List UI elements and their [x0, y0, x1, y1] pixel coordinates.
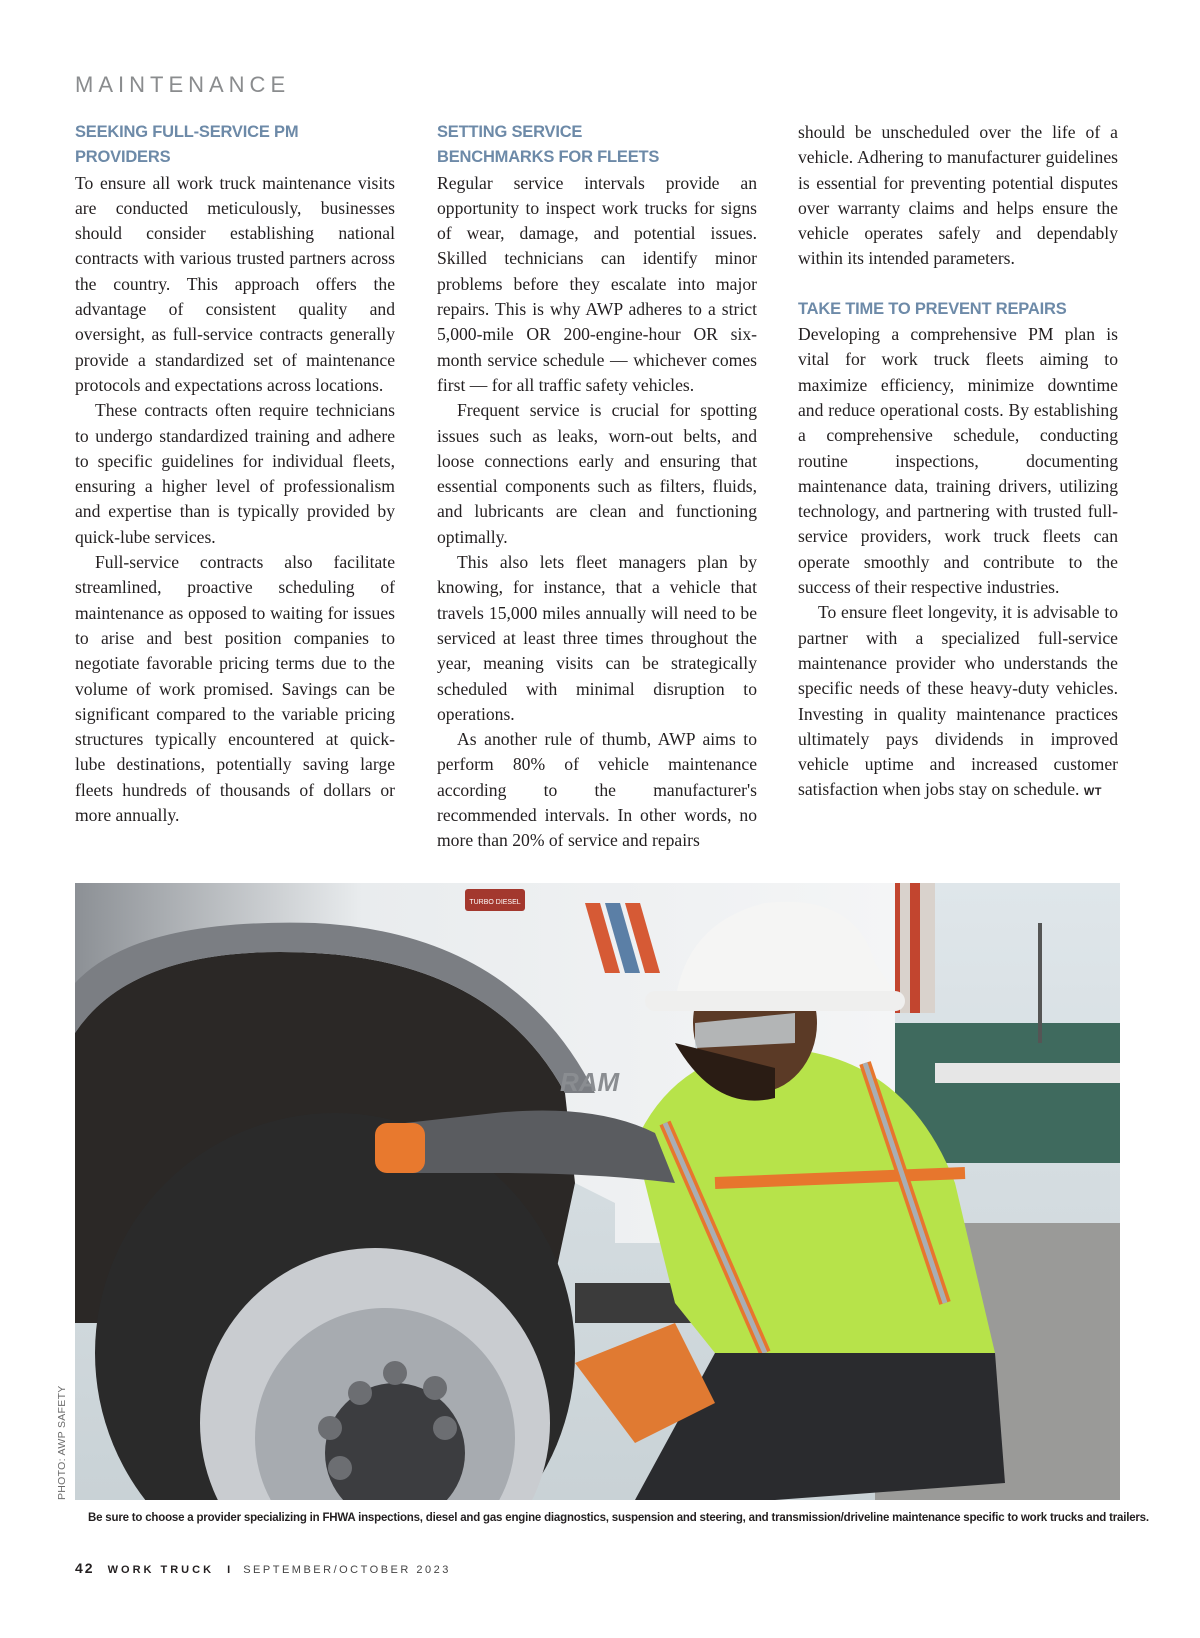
- paragraph: Full-service contracts also facilitate streamlined, proactive scheduling of maintenance as opposed to waiting for issues to arise and best position companies to negotiate favorable pricing terms due to the volume of work promised. Savings can be significant compared to the variable pricing structures typically encountered at quick-lube destinations, potentially saving large fleets hundreds of thousands of dollars or more annually.: [75, 552, 395, 826]
- subhead-prevent-repairs: TAKE TIME TO PREVENT REPAIRS: [798, 299, 1067, 318]
- photo-illustration: [75, 883, 1120, 1500]
- page-footer: [75, 1560, 451, 1576]
- paragraph: This also lets fleet managers plan by knowing, for instance, that a vehicle that travels 15,000 miles annually will need to be serviced at least three times throughout the year, meaning visits can be strategically scheduled with minimal disruption to operations.: [437, 552, 757, 724]
- paragraph: should be unscheduled over the life of a vehicle. Adhering to manufacturer guidelines is essential for preventing potential disputes over warranty claims and helps ensure the vehicle operates safely and dependably within its intended parameters.: [798, 122, 1118, 269]
- paragraph: Frequent service is crucial for spotting issues such as leaks, worn-out belts, and loose connections early and ensuring that essential components such as filters, fluids, and lubricants are clean and functioning optimally.: [437, 400, 757, 547]
- issue-date: SEPTEMBER/OCTOBER 2023: [243, 1564, 451, 1576]
- paragraph: As another rule of thumb, AWP aims to perform 80% of vehicle maintenance according to the manufacturer's recommended intervals. In other words, no more than 20% of service and repairs: [437, 729, 757, 851]
- paragraph: These contracts often require technicians to undergo standardized training and adhere to specific guidelines for individual fleets, ensuring a higher level of professionalism and expertise than is typically provided by quick-lube services.: [75, 400, 395, 547]
- subhead-line-2: BENCHMARKS FOR FLEETS: [437, 148, 660, 167]
- magazine-name: WORK TRUCK: [107, 1564, 215, 1576]
- subhead-full-service: SEEKING FULL-SERVICE PM PROVIDERS: [75, 123, 299, 167]
- feature-photo: [75, 883, 1120, 1500]
- page-number: 42: [75, 1560, 95, 1576]
- paragraph: To ensure all work truck maintenance visits are conducted meticulously, businesses should consider establishing national contracts with various trusted partners across the country. This approach offers the advantage of consistent quality and oversight, as full-service contracts generally provide a standardized set of maintenance protocols and expectations across locations.: [75, 172, 395, 395]
- article-column-1: [75, 120, 395, 828]
- glove-left: [375, 1123, 425, 1173]
- paragraph-last: [798, 600, 1118, 805]
- photo-credit: PHOTO: AWP SAFETY: [56, 1385, 68, 1500]
- footer-separator: I: [227, 1564, 231, 1576]
- paragraph-text: To ensure fleet longevity, it is advisable to partner with a specialized full-service maintenance provider who understands the specific needs of these heavy-duty vehicles. Investing in quality maintenance practices ultimately pays dividends in improved vehicle uptime and increased customer satisfaction when jobs stay on schedule.: [798, 602, 1118, 800]
- paragraph: Regular service intervals provide an opportunity to inspect work trucks for signs of wear, damage, and potential issues. Skilled technicians can identify minor problems before they escalate into major repairs. This is why AWP adheres to a strict 5,000-mile OR 200-engine-hour OR six-month service schedule — whichever comes first — for all traffic safety vehicles.: [437, 172, 757, 395]
- photo-caption: Be sure to choose a provider specializing in FHWA inspections, diesel and gas engine diagnostics, suspension and steering, and transmission/driveline maintenance specific to work trucks and trailers.: [88, 1512, 1149, 1524]
- paragraph: Developing a comprehensive PM plan is vital for work truck fleets aiming to maximize efficiency, minimize downtime and reduce operational costs. By establishing a comprehensive schedule, conducting routine inspections, documenting maintenance data, training drivers, utilizing technology, and partnering with trusted full-service providers, work truck fleets can operate smoothly and contribute to the success of their respective industries.: [798, 324, 1118, 598]
- section-label: MAINTENANCE: [75, 72, 291, 97]
- badge-text: TURBO DIESEL: [469, 899, 521, 906]
- subhead-line-1: SETTING SERVICE: [437, 123, 583, 141]
- end-mark: WT: [1083, 786, 1102, 799]
- subhead-benchmarks: [437, 120, 757, 171]
- brand-text: RAM: [560, 1067, 620, 1097]
- article-column-3: [798, 120, 1118, 806]
- article-column-2: [437, 120, 757, 854]
